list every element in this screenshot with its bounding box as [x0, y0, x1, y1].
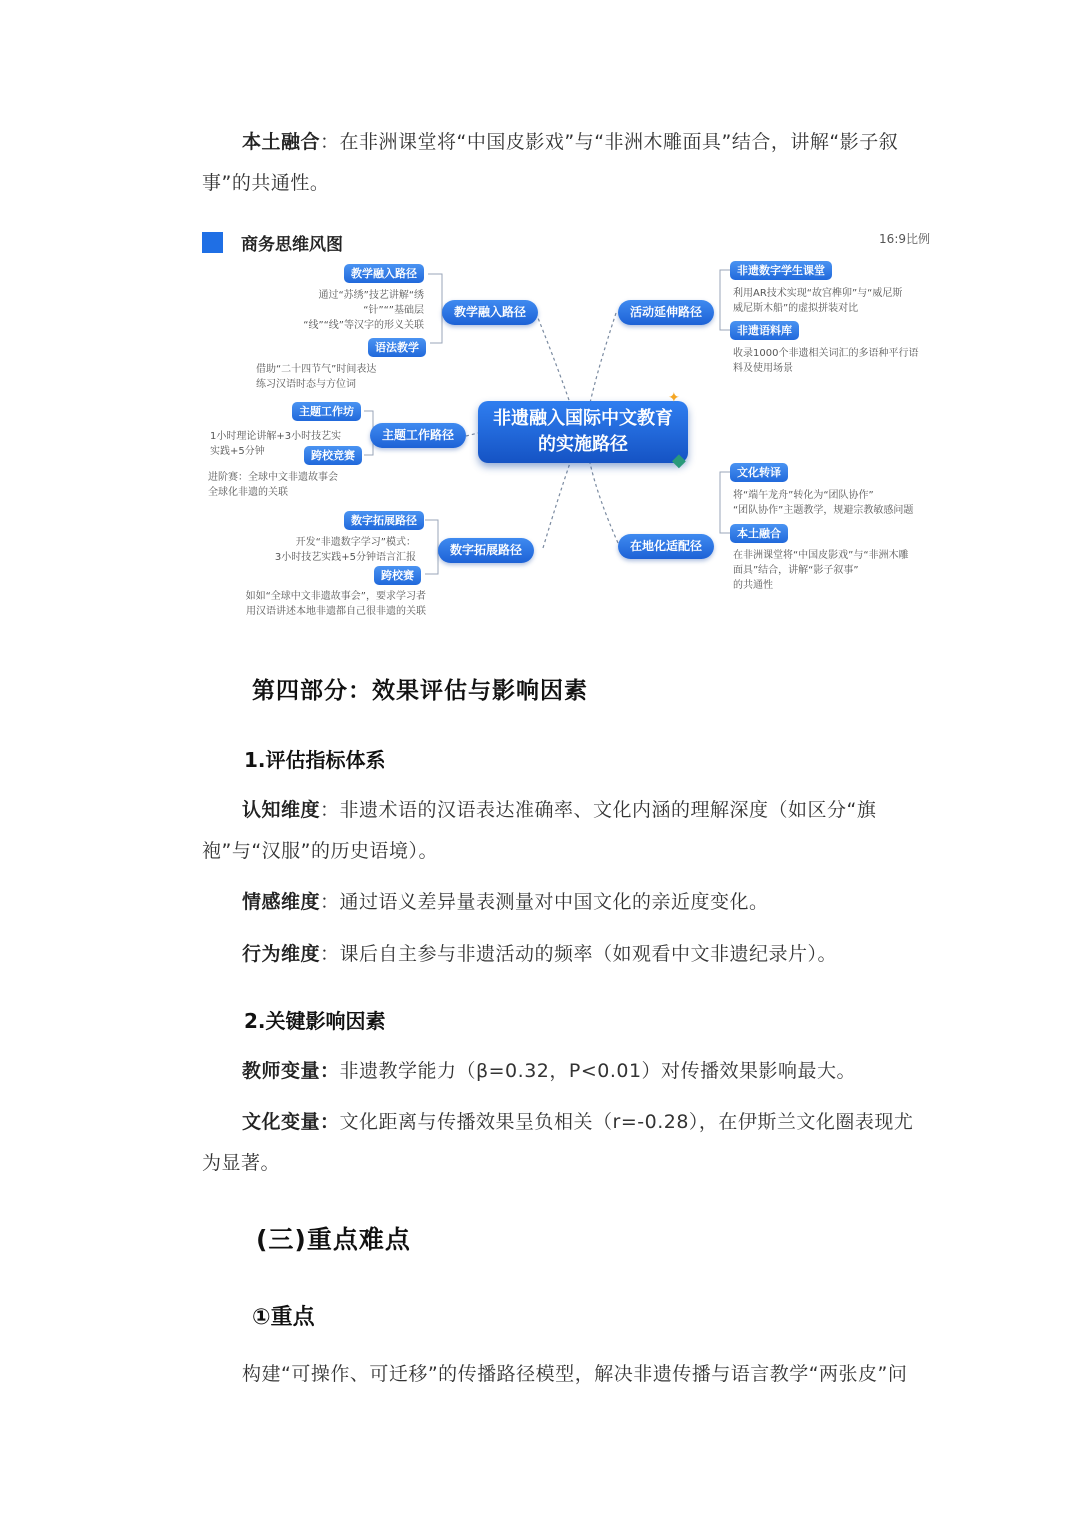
- section3-title: (三)重点难点: [256, 1225, 411, 1254]
- mind-map-header-title: 商务思维风图: [241, 235, 343, 255]
- cube-icon: ◆: [672, 450, 686, 471]
- tag-teaching-2: 语法教学: [368, 338, 426, 357]
- cognitive-label: 认知维度: [242, 799, 321, 821]
- tag-localize-2: 本土融合: [730, 524, 788, 543]
- emotion-text: 通过语义差异量表测量对中国文化的亲近度变化。: [339, 891, 769, 913]
- cognitive-text: 非遗术语的汉语表达准确率、文化内涵的理解深度（如区分“旗袍”与“汉服”的历史语境）。: [202, 799, 877, 862]
- section4-sub1: 1.评估指标体系: [244, 748, 386, 772]
- center-line-1: 非遗融入国际中文教育: [493, 408, 673, 429]
- emotion-label: 情感维度: [242, 891, 321, 913]
- tag-activity-2: 非遗语料库: [730, 321, 799, 340]
- branch-digital: 数字拓展路径: [438, 538, 534, 563]
- section4-title: 第四部分：效果评估与影响因素: [252, 678, 588, 704]
- note-digital-1: 开发“非遗数字学习”模式： 3小时技艺实践+5分钟语言汇报: [274, 537, 416, 563]
- teacher-text: 非遗教学能力（β=0.32，P<0.01）对传播效果影响最大。: [339, 1060, 857, 1082]
- tag-digital-1: 数字拓展路径: [344, 511, 424, 530]
- tag-localize-1: 文化转译: [730, 463, 788, 482]
- behavior-paragraph: 行为维度：课后自主参与非遗活动的频率（如观看中文非遗纪录片）。: [242, 943, 838, 965]
- section3-sub: ①重点: [252, 1305, 315, 1330]
- center-node: [478, 401, 688, 463]
- branch-activity: 活动延伸路径: [618, 300, 714, 325]
- behavior-text: 课后自主参与非遗活动的频率（如观看中文非遗纪录片）。: [339, 943, 838, 965]
- cognitive-paragraph: 认知维度：非遗术语的汉语表达准确率、文化内涵的理解深度（如区分“旗袍”与“汉服”的历史语境）。: [202, 799, 877, 862]
- teacher-paragraph: [202, 1051, 922, 1092]
- note-activity-2: 收录1000个非遗相关词汇的多语种平行语 料及使用场景: [733, 348, 919, 374]
- note-workshop-2: 进阶赛：全球中文非遗故事会 全球化非遗的关联: [208, 472, 338, 498]
- tag-digital-2: 跨校赛: [374, 566, 421, 585]
- tag-workshop-2: 跨校竞赛: [304, 446, 362, 465]
- intro-label: 本土融合: [242, 131, 321, 153]
- note-workshop-1: 1小时理论讲解+3小时技艺实 实践+5分钟: [210, 431, 342, 457]
- center-line-2: 的实施路径: [538, 434, 628, 455]
- tag-activity-1: 非遗数字学生课堂: [730, 261, 832, 280]
- note-teaching-2: 借助“二十四节气”时间表达 练习汉语时态与方位词: [256, 364, 377, 390]
- intro-text: 在非洲课堂将“中国皮影戏”与“非洲木雕面具”结合，讲解“影子叙事”的共通性。: [202, 131, 899, 194]
- mind-map-figure: [198, 218, 944, 638]
- note-localize-2: 在非洲课堂将“中国皮影戏”与“非洲木雕 面具”结合，讲解“影子叙事” 的共通性: [733, 550, 909, 591]
- tag-teaching-1: 教学融入路径: [344, 264, 424, 283]
- note-activity-1: 利用AR技术实现“故宫榫卯”与“威尼斯 威尼斯木船”的虚拟拼装对比: [733, 288, 903, 314]
- ratio-label: 16:9比例: [879, 232, 930, 246]
- teacher-label: 教师变量：: [242, 1060, 340, 1082]
- intro-paragraph: 本土融合：在非洲课堂将“中国皮影戏”与“非洲木雕面具”结合，讲解“影子叙事”的共通性。: [202, 131, 899, 194]
- branch-teaching: 教学融入路径: [442, 300, 538, 325]
- behavior-label: 行为维度: [242, 943, 321, 965]
- culture-label: 文化变量：: [242, 1111, 340, 1133]
- note-localize-1: 将“端午龙舟”转化为“团队协作” “团队协作”主题教学，规避宗教敏感问题: [733, 490, 914, 516]
- culture-paragraph: [202, 1102, 922, 1184]
- note-digital-2: 如如“全球中文非遗故事会”，要求学习者 用汉语讲述本地非遗都自己很非遗的关联: [245, 591, 426, 617]
- section4-sub2: 2.关键影响因素: [244, 1009, 386, 1033]
- sun-icon: ✦: [668, 390, 680, 406]
- branch-localize: 在地化适配径: [618, 534, 714, 559]
- culture-text: 文化距离与传播效果呈负相关（r=-0.28），在伊斯兰文化圈表现尤为显著。: [202, 1111, 914, 1174]
- emotion-paragraph: 情感维度：通过语义差异量表测量对中国文化的亲近度变化。: [242, 891, 769, 913]
- tag-workshop-1: 主题工作坊: [292, 402, 361, 421]
- section3-paragraph: 构建“可操作、可迁移”的传播路径模型，解决非遗传播与语言教学“两张皮”问: [242, 1363, 908, 1385]
- branch-workshop: 主题工作路径: [370, 423, 466, 448]
- note-teaching-1: 通过“苏绣”技艺讲解“绣 “针”“”基础层 “线”“线”等汉字的形义关联: [303, 290, 424, 331]
